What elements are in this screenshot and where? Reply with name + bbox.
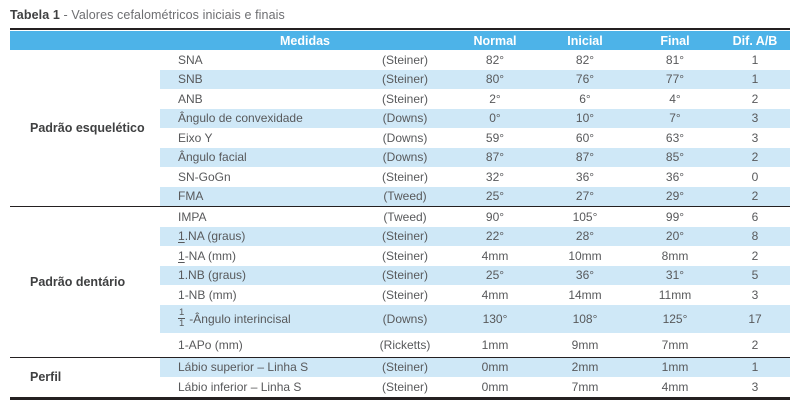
table-body [10,50,790,397]
header-dif-ab: Dif. A/B [732,33,778,48]
cell-final: 20° [665,229,685,244]
group-rows [160,358,790,397]
cell-final: 125° [662,311,688,326]
cell-dif: 2 [751,337,759,352]
cell-dif: 17 [748,311,762,326]
cell-fonte: (Tweed) [383,189,427,204]
cell-dif: 2 [751,150,759,165]
cephalometric-table [10,28,790,400]
header-normal: Normal [473,33,517,48]
medida-label: IMPA [178,209,207,224]
cell-normal: 0mm [481,379,509,394]
table-bottom-rule [10,397,790,400]
cell-fonte: (Downs) [382,311,428,326]
cell-inicial: 28° [575,229,595,244]
cell-fonte: (Downs) [382,130,428,145]
medida-label: SNB [178,72,203,87]
cell-fonte: (Steiner) [381,287,428,302]
medida-label: Lábio superior – Linha S [178,360,309,375]
cell-final: 7° [669,111,681,126]
table-row [160,358,790,378]
table-row [160,227,790,247]
medida-label: FMA [178,189,204,204]
medida-label: -NA (mm) [184,248,237,263]
table-row [160,333,790,357]
table-row [160,266,790,286]
cell-final: 8mm [661,248,689,263]
cell-normal: 59° [485,130,505,145]
cell-inicial: 36° [575,268,595,283]
cell-normal: 0° [489,111,501,126]
table-row [160,128,790,148]
header-inicial: Inicial [567,33,603,48]
cell-normal: 80° [485,72,505,87]
cell-medida [160,288,360,302]
cell-inicial: 76° [575,72,595,87]
medida-label: -APo (mm) [184,337,243,352]
medida-label: Ângulo de convexidade [178,111,303,126]
cell-inicial: 6° [579,91,591,106]
incisor-stack-notation: 1 1 [179,308,185,329]
cell-medida [160,308,360,329]
medida-label: .NA (graus) [184,229,246,244]
cell-normal: 32° [485,169,505,184]
group-label: Padrão esquelético [30,121,145,135]
table-row [160,109,790,129]
cell-fonte: (Steiner) [381,379,428,394]
cell-normal: 87° [485,150,505,165]
cell-dif: 6 [751,209,759,224]
cell-medida [160,189,360,203]
table-row [160,50,790,70]
cell-dif: 1 [751,52,759,67]
table-row [160,89,790,109]
cell-dif: 0 [751,169,759,184]
table-caption-text: - Valores cefalométricos iniciais e finais [59,8,285,22]
cell-fonte: (Ricketts) [379,337,431,352]
cell-inicial: 105° [572,209,598,224]
cell-final: 85° [665,150,685,165]
table-row [160,285,790,305]
cell-final: 77° [665,72,685,87]
cell-inicial: 7mm [571,379,599,394]
cell-normal: 4mm [481,248,509,263]
cell-fonte: (Steiner) [381,52,428,67]
table-row [160,70,790,90]
group-label: Padrão dentário [30,274,126,289]
cell-fonte: (Downs) [382,111,428,126]
cell-medida [160,380,360,394]
table-group [10,357,790,397]
cell-medida [160,131,360,145]
header-medidas: Medidas [279,33,330,48]
cell-normal: 25° [485,189,505,204]
medida-label: Ângulo facial [178,150,247,165]
cell-normal: 25° [485,268,505,283]
cell-dif: 3 [751,287,759,302]
table-row [160,377,790,397]
table-caption [10,8,285,22]
cell-dif: 3 [751,130,759,145]
table-caption-number: Tabela 1 [10,8,60,22]
cell-final: 63° [665,130,685,145]
cell-normal: 1mm [481,337,509,352]
cell-final: 29° [665,189,685,204]
cell-normal: 22° [485,229,505,244]
medida-label: Eixo Y [178,130,213,145]
cell-medida [160,111,360,125]
header-final: Final [660,33,690,48]
cell-normal: 130° [482,311,508,326]
cell-inicial: 36° [575,169,595,184]
cell-dif: 1 [751,72,759,87]
cell-inicial: 27° [575,189,595,204]
cell-medida [160,229,360,243]
cell-inicial: 82° [575,52,595,67]
cell-medida [160,170,360,184]
cell-medida [160,360,360,374]
cell-normal: 82° [485,52,505,67]
table-row [160,167,790,187]
incisor-notation: 1 [178,229,185,244]
cell-inicial: 10mm [568,248,602,263]
cell-fonte: (Steiner) [381,169,428,184]
cell-fonte: (Steiner) [381,360,428,375]
cell-fonte: (Steiner) [381,72,428,87]
cell-fonte: (Steiner) [381,229,428,244]
table-row [160,246,790,266]
cell-fonte: (Steiner) [381,268,428,283]
cell-normal: 2° [489,91,501,106]
cell-dif: 2 [751,189,759,204]
table-group [10,50,790,206]
incisor-notation: 1 [178,337,185,352]
cell-dif: 3 [751,111,759,126]
cell-medida [160,249,360,263]
cell-inicial: 87° [575,150,595,165]
cell-dif: 5 [751,268,759,283]
cell-final: 7mm [661,337,689,352]
cell-fonte: (Steiner) [381,91,428,106]
incisor-notation: 1 [178,287,185,302]
cell-normal: 4mm [481,287,509,302]
incisor-notation: 1 [178,268,185,283]
cell-final: 36° [665,169,685,184]
cell-final: 81° [665,52,685,67]
medida-label: -NB (mm) [184,287,237,302]
cell-dif: 8 [751,229,759,244]
incisor-notation: 1 [178,248,185,263]
cell-normal: 90° [485,209,505,224]
cell-fonte: (Tweed) [383,209,427,224]
cell-final: 99° [665,209,685,224]
cell-fonte: (Downs) [382,150,428,165]
medida-label: SN-GoGn [178,169,231,184]
cell-inicial: 60° [575,130,595,145]
cell-inicial: 2mm [571,360,599,375]
cell-medida [160,210,360,224]
cell-fonte: (Steiner) [381,248,428,263]
cell-medida [160,72,360,86]
cell-final: 31° [665,268,685,283]
cell-inicial: 10° [575,111,595,126]
table-row [160,207,790,227]
medida-label: ANB [178,91,203,106]
medida-label: -Ângulo interincisal [189,311,291,326]
cell-final: 4mm [661,379,689,394]
cell-dif: 1 [751,360,759,375]
cell-normal: 0mm [481,360,509,375]
cell-medida [160,53,360,67]
table-group [10,206,790,357]
cell-medida [160,92,360,106]
cell-dif: 2 [751,91,759,106]
cell-dif: 2 [751,248,759,263]
group-rows [160,207,790,357]
cell-inicial: 14mm [568,287,602,302]
medida-label: SNA [178,52,203,67]
group-label: Perfil [30,370,62,384]
medida-label: .NB (graus) [184,268,247,283]
cell-medida [160,268,360,282]
medida-label: Lábio inferior – Linha S [178,379,302,394]
cell-medida [160,150,360,164]
table-row [160,305,790,333]
table-header-row [10,31,790,50]
cell-inicial: 9mm [571,337,599,352]
cell-final: 1mm [661,360,689,375]
group-rows [160,50,790,206]
cell-final: 4° [669,91,681,106]
cell-final: 11mm [658,287,692,302]
table-row [160,148,790,168]
table-row [160,187,790,207]
cell-inicial: 108° [572,311,598,326]
cell-medida [160,338,360,352]
cell-dif: 3 [751,379,759,394]
